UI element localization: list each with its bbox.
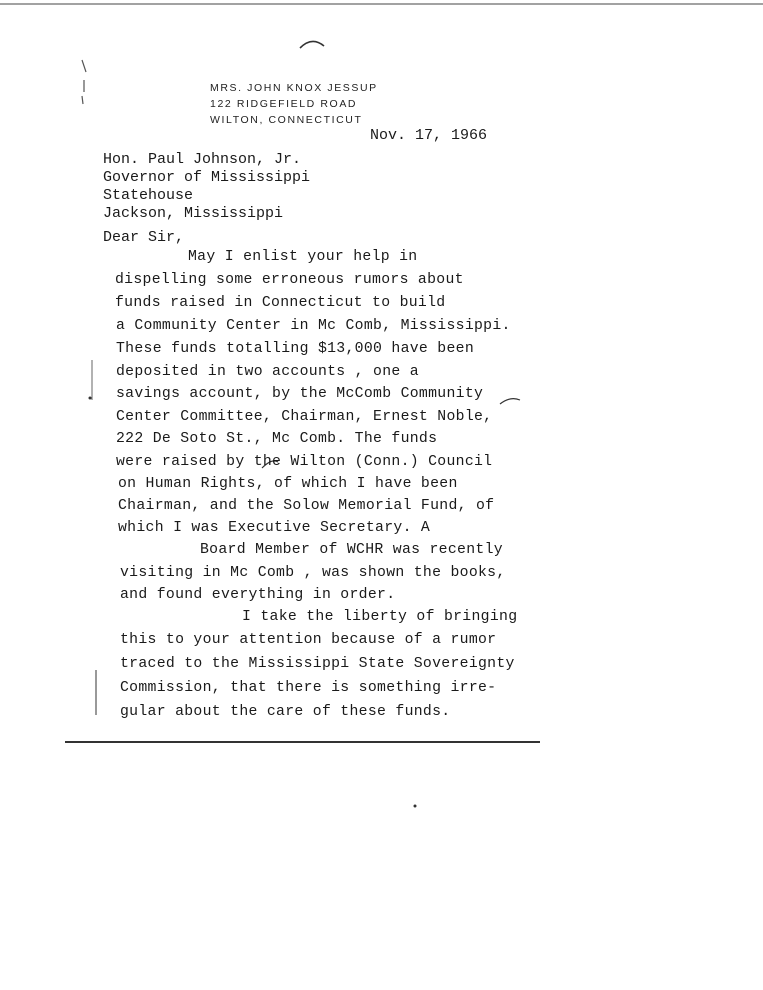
body-line: Center Committee, Chairman, Ernest Noble,: [116, 409, 493, 425]
body-line: were raised by the Wilton (Conn.) Council: [116, 454, 493, 470]
body-line: dispelling some erroneous rumors about: [115, 272, 464, 288]
body-line: this to your attention because of a rumor: [120, 632, 497, 648]
recipient-line: Governor of Mississippi: [103, 169, 311, 186]
recipient-line: Jackson, Mississippi: [103, 205, 284, 222]
body-line: gular about the care of these funds.: [120, 704, 451, 720]
body-line: and found everything in order.: [120, 587, 396, 603]
body-line: on Human Rights, of which I have been: [118, 476, 458, 492]
body-line: 222 De Soto St., Mc Comb. The funds: [116, 431, 438, 447]
recipient-line: Hon. Paul Johnson, Jr.: [103, 151, 302, 168]
bottom-rule: [65, 741, 540, 743]
body-line: deposited in two accounts , one a: [116, 364, 419, 380]
recipient-line: Statehouse: [103, 187, 194, 204]
body-line: Chairman, and the Solow Memorial Fund, of: [118, 498, 495, 514]
body-line: I take the liberty of bringing: [242, 609, 518, 625]
body-line: which I was Executive Secretary. A: [118, 520, 431, 536]
body-line: These funds totalling $13,000 have been: [116, 341, 475, 357]
body-line: traced to the Mississippi State Sovereignty: [120, 656, 515, 672]
body-line: Commission, that there is something irre-: [120, 680, 497, 696]
letterhead-name: MRS. JOHN KNOX JESSUP: [210, 82, 378, 94]
top-edge-rule: [0, 3, 763, 5]
letterhead-street: 122 RIDGEFIELD ROAD: [210, 98, 358, 110]
body-line: a Community Center in Mc Comb, Mississippi.: [116, 318, 511, 334]
body-line: savings account, by the McComb Community: [116, 386, 484, 402]
letter-date: Nov. 17, 1966: [370, 127, 488, 144]
salutation: Dear Sir,: [103, 229, 185, 246]
body-line: Board Member of WCHR was recently: [200, 542, 503, 558]
body-line: funds raised in Connecticut to build: [115, 295, 446, 311]
body-line: May I enlist your help in: [188, 249, 418, 265]
recipient-address: [103, 151, 310, 223]
letterhead: [210, 80, 378, 128]
body-line: visiting in Mc Comb , was shown the books,: [120, 565, 506, 581]
letterhead-city: WILTON, CONNECTICUT: [210, 114, 363, 126]
